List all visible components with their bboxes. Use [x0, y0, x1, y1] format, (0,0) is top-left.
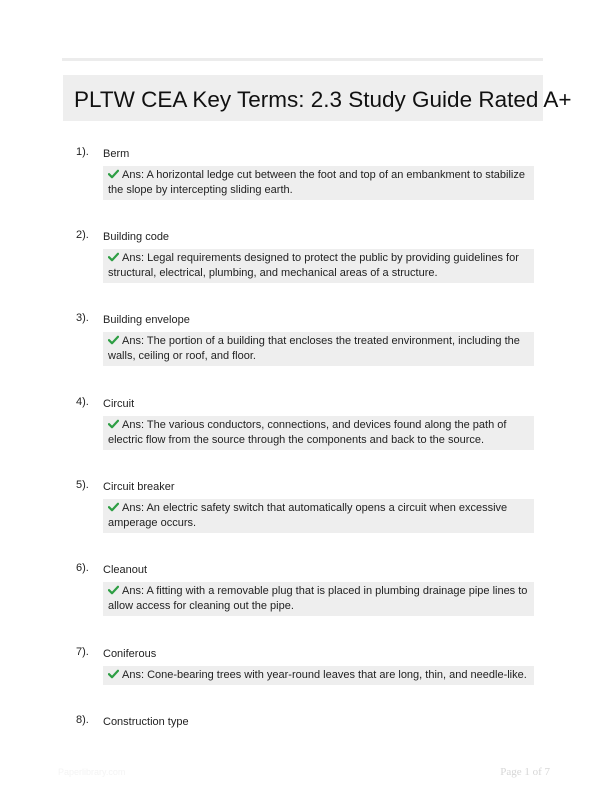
- question-term: Circuit: [103, 398, 135, 410]
- checkmark-icon: [108, 335, 119, 345]
- checkmark-icon: [108, 419, 119, 429]
- answer-text: Ans: A fitting with a removable plug that is placed in plumbing drainage pipe lines to allow access for cleaning out the pipe.: [108, 585, 528, 612]
- checkmark-icon: [108, 669, 119, 679]
- question-number: 5).: [76, 479, 89, 491]
- question-item: [0, 395, 606, 446]
- checkmark-icon: [108, 502, 119, 512]
- question-term: Cleanout: [103, 564, 148, 576]
- question-item: [0, 311, 606, 362]
- question-number: 6).: [76, 562, 89, 574]
- answer-box: [103, 499, 534, 533]
- answer-text: Ans: Legal requirements designed to protect the public by providing guidelines for structural, electrical, plumbing, and mechanical areas of a structure.: [108, 252, 519, 279]
- answer-box: [103, 249, 534, 283]
- question-number: 1).: [76, 146, 89, 158]
- question-item: [0, 228, 606, 279]
- checkmark-icon: [108, 252, 119, 262]
- question-row: [0, 228, 606, 246]
- question-number: 8).: [76, 714, 89, 726]
- answer-text: Ans: The various conductors, connections, and devices found along the path of electric flow from the source through the components and back to the source.: [108, 419, 507, 446]
- answer-box: [103, 582, 534, 616]
- answer-box: [103, 332, 534, 366]
- answer-box: [103, 416, 534, 450]
- question-row: [0, 713, 606, 731]
- answer-box: [103, 666, 534, 685]
- question-row: [0, 395, 606, 413]
- question-row: [0, 561, 606, 579]
- question-item: [0, 561, 606, 612]
- top-divider: [62, 58, 543, 61]
- question-number: 7).: [76, 646, 89, 658]
- answer-text: Ans: An electric safety switch that automatically opens a circuit when excessive amperage occurs.: [108, 502, 508, 529]
- question-item: [0, 645, 606, 681]
- question-number: 2).: [76, 229, 89, 241]
- answer-box: [103, 166, 534, 200]
- answer-text: Ans: Cone-bearing trees with year-round leaves that are long, thin, and needle-like.: [122, 669, 527, 681]
- question-item: [0, 713, 606, 731]
- checkmark-icon: [108, 585, 119, 595]
- question-term: Building envelope: [103, 314, 190, 326]
- answer-text: Ans: The portion of a building that encloses the treated environment, including the walls, ceiling or roof, and floor.: [108, 335, 520, 362]
- page-indicator: Page 1 of 7: [500, 766, 550, 778]
- question-item: [0, 478, 606, 529]
- question-row: [0, 645, 606, 663]
- page-title: PLTW CEA Key Terms: 2.3 Study Guide Rated A+: [74, 87, 572, 112]
- question-term: Berm: [103, 148, 130, 160]
- question-term: Building code: [103, 231, 170, 243]
- question-row: [0, 478, 606, 496]
- question-number: 4).: [76, 396, 89, 408]
- question-number: 3).: [76, 312, 89, 324]
- question-item: [0, 145, 606, 196]
- answer-text: Ans: A horizontal ledge cut between the foot and top of an embankment to stabilize the slope by intercepting sliding earth.: [108, 169, 525, 196]
- question-term: Coniferous: [103, 648, 157, 660]
- checkmark-icon: [108, 169, 119, 179]
- question-term: Circuit breaker: [103, 481, 175, 493]
- footer-watermark: Paperlibrary.com: [58, 767, 126, 777]
- question-term: Construction type: [103, 716, 189, 728]
- title-banner: [63, 75, 572, 121]
- question-row: [0, 311, 606, 329]
- question-row: [0, 145, 606, 163]
